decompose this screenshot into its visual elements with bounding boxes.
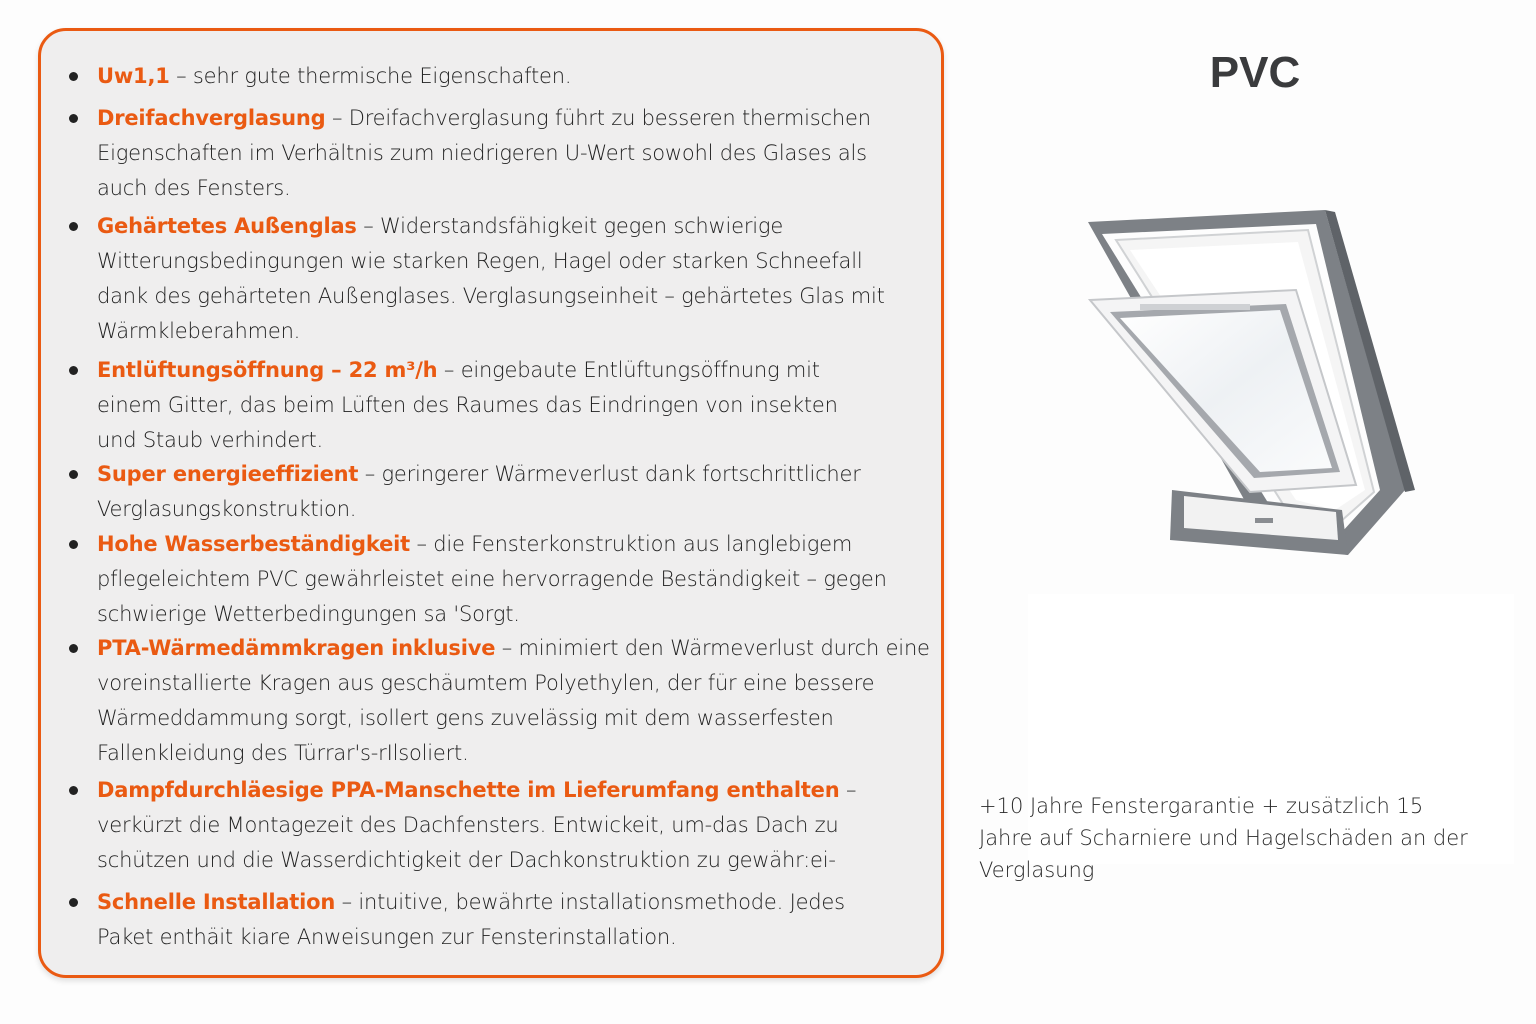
bullet-icon	[69, 72, 78, 81]
roof-window-icon	[1080, 200, 1420, 570]
feature-description: – Widerstandsfähigkeit gegen schwierige Witterungsbedingungen wie starken Regen, Hagel oder starken Schneefall dank des gehärteten Außenglases. Verglasungseinheit – gehärtetes Glas mit Wärmkleberahmen.	[97, 214, 885, 343]
bullet-icon	[69, 898, 78, 907]
feature-description: – minimiert den Wärmeverlust durch eine voreinstallierte Kragen aus geschäumtem Polyethylen, der für eine bessere Wärmeddammung sorgt, isollert gens zuvelässig mit dem wasserfesten Fallenkleidung des Türrar's-rIlsoliert.	[97, 636, 930, 765]
feature-description: – Dreifachverglasung führt zu besseren thermischen Eigenschaften im Verhältnis zum niedrigeren U-Wert sowohl des Glases als auch des Fensters.	[97, 106, 871, 200]
feature-description: – geringerer Wärmeverlust dank fortschrittlicher Verglasungskonstruktion.	[97, 462, 861, 521]
feature-description: – intuitive, bewährte installationsmethode. Jedes Paket enthäit kiare Anweisungen zur Fensterinstallation.	[97, 890, 845, 949]
feature-title: Hohe Wasserbeständigkeit	[97, 532, 410, 556]
feature-title: Gehärtetes Außenglas	[97, 214, 357, 238]
feature-title: Dreifachverglasung	[97, 106, 326, 130]
bullet-icon	[69, 470, 78, 479]
feature-title: Uw1,1	[97, 64, 170, 88]
feature-title: Schnelle Installation	[97, 890, 336, 914]
feature-description: – eingebaute Entlüftungsöffnung mit einem Gitter, das beim Lüften des Raumes das Eindringen von insekten und Staub verhindert.	[97, 358, 838, 452]
bullet-icon	[69, 366, 78, 375]
bullet-icon	[69, 540, 78, 549]
feature-description: – sehr gute thermische Eigenschaften.	[169, 64, 572, 88]
bullet-icon	[69, 644, 78, 653]
features-panel	[38, 28, 944, 978]
feature-title: Dampfdurchläesige PPA-Manschette im Lieferumfang enthalten	[97, 778, 840, 802]
bullet-icon	[69, 222, 78, 231]
material-title: PVC	[1209, 48, 1301, 97]
bullet-icon	[69, 786, 78, 795]
guarantee-text: +10 Jahre Fenstergarantie + zusätzlich 15 Jahre auf Scharniere und Hagelschäden an der Verglasung	[979, 794, 1468, 882]
feature-description: – die Fensterkonstruktion aus langlebigem pflegeleichtem PVC gewährleistet eine hervorragende Beständigkeit – gegen schwierige Wetterbedingungen sa 'Sorgt.	[97, 532, 887, 626]
bullet-icon	[69, 114, 78, 123]
feature-title: Entlüftungsöffnung – 22 m³/h	[97, 358, 438, 382]
feature-title: Super energieeffizient	[97, 462, 359, 486]
feature-title: PTA-Wärmedämmkragen inklusive	[97, 636, 496, 660]
feature-description: – verkürzt die Montagezeit des Dachfensters. Entwickeit, um-das Dach zu schützen und die Wasserdichtigkeit der Dachkonstruktion zu gewähr:ei-	[97, 778, 857, 872]
